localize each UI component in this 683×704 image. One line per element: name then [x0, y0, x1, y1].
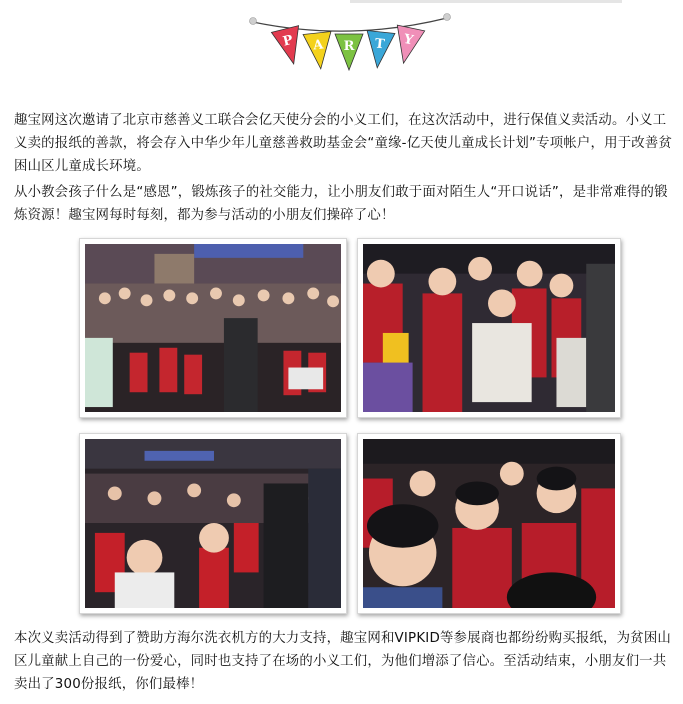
charity-event-photo-crowd	[79, 238, 347, 418]
banner-letter: A	[312, 37, 325, 54]
banner-flag-y	[390, 25, 425, 66]
banner-letter: R	[343, 39, 355, 54]
banner-flags	[271, 25, 424, 70]
article-paragraph-2: 从小教会孩子什么是“感恩”，锻炼孩子的社交能力，让小朋友们敢于面对陌生人“开口说话”，是非常难得的锻炼资源！趣宝网每时每刻，都为参与活动的小朋友们操碎了心！	[14, 185, 668, 223]
article-paragraph-3: 本次义卖活动得到了赞助方海尔洗衣机方的大力支持，趣宝网和VIPKID等参展商也都纷纷购买报纸，为贫困山区儿童献上自己的一份爱心，同时也支持了在场的小义工们，为他们增添了信心。至活动结束，小朋友们一共卖出了300份报纸，你们最棒！	[14, 631, 672, 692]
party-banner	[245, 8, 455, 84]
charity-event-photo-selling	[79, 433, 347, 614]
article-paragraph-1: 趣宝网这次邀请了北京市慈善义工联合会亿天使分会的小义工们，在这次活动中，进行保值义卖活动。小义工义卖的报纸的善款，将会存入中华少年儿童慈善救助基金会“童缘-亿天使儿童成长计划”专项帐户，用于改善贫困山区儿童成长环境。	[14, 113, 673, 174]
charity-event-photo-boys-closeup	[357, 433, 621, 614]
banner-letter: T	[374, 36, 386, 53]
banner-letter: Y	[402, 31, 415, 49]
banner-flag-a	[303, 32, 335, 71]
top-divider-line	[350, 0, 622, 3]
banner-letter: P	[281, 32, 295, 50]
banner-flag-t	[363, 31, 395, 70]
banner-flag-p	[271, 26, 307, 68]
charity-event-photo-children-newspapers	[357, 238, 621, 418]
banner-flag-r	[335, 34, 363, 70]
